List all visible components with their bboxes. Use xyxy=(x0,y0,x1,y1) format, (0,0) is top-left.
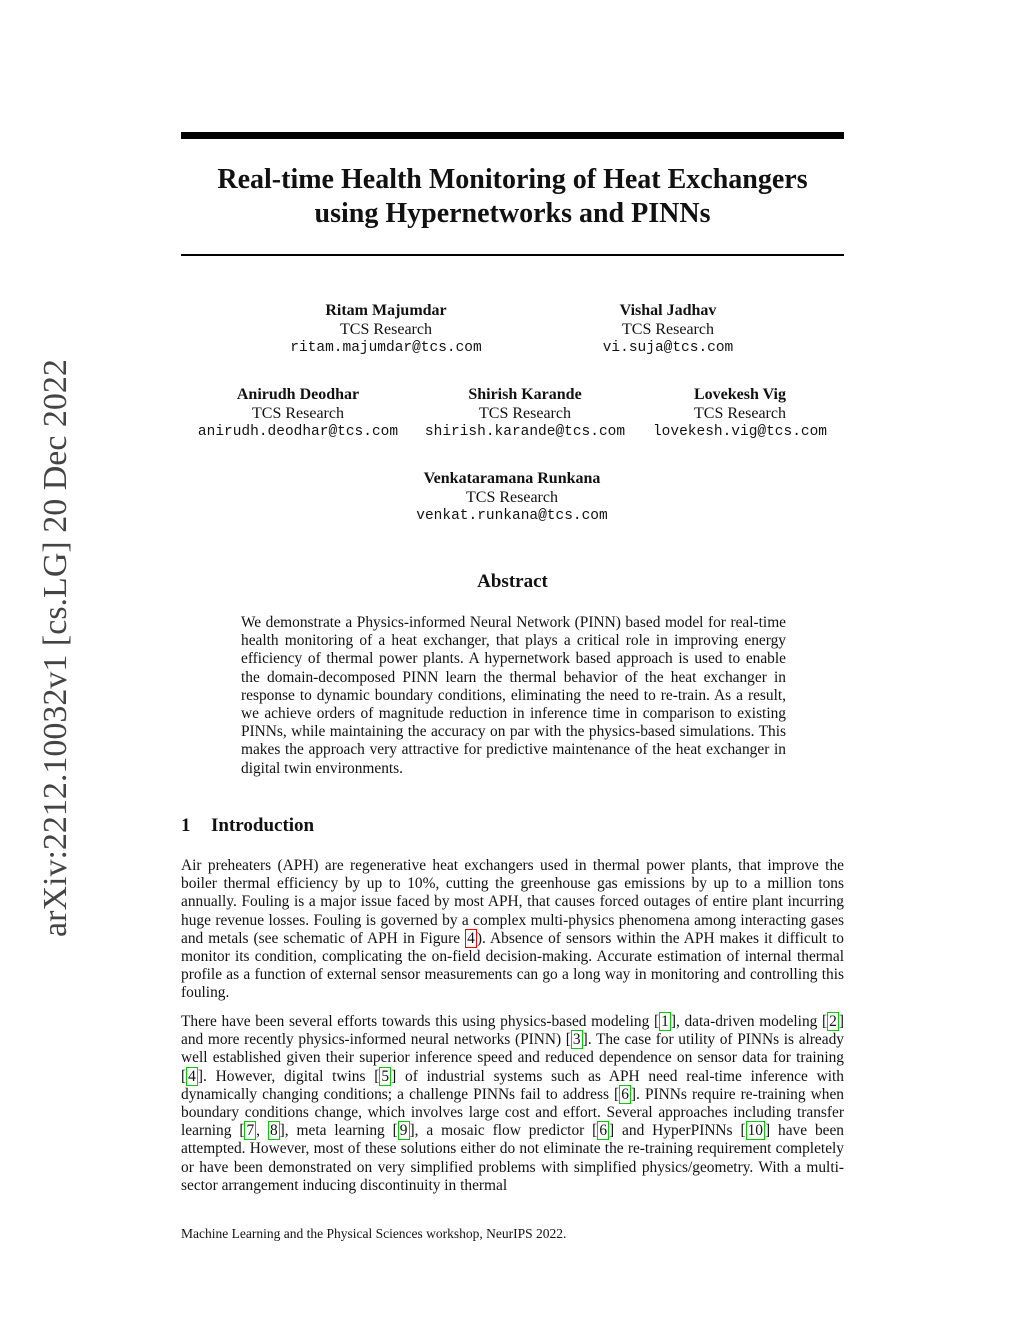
intro-paragraph-2: There have been several efforts towards this using physics-based modeling [ 1 ], data-driven modeling [ 2 ] and more recently physics-informed neural networks (PINN) [ 3 ]. The case for utility of PINNs is already well established given their superior inference speed and reduced dependence on sensor data for training [ 4 ]. However, digital twins [ 5 ] of industrial systems such as APH need real-time inference with dynamically changing conditions; a challenge PINNs fail to address [ 6 ]. PINNs require re-training when boundary conditions change, which involves large cost and effort. Several approaches including transfer learning [ 7 , 8 ], meta learning [ 9 ], a mosaic flow predictor [ 6 ] and HyperPINNs [ 10 ] have been attempted. However, most of these solutions either do not eliminate the re-training requirement completely or have been demonstrated on very simplified problems with simplified physics/geometry. With a multi-sector arrangement inducing discontinuity in thermal xyxy=(181,1013,845,1194)
citation-link[interactable]: 10 xyxy=(747,1122,763,1140)
author-block xyxy=(653,385,827,442)
author-affiliation: TCS Research xyxy=(466,489,558,506)
author-email: ritam.majumdar@tcs.com xyxy=(290,340,482,356)
figure-reference-link[interactable]: 4 xyxy=(467,929,475,947)
author-block xyxy=(425,385,625,442)
paper-title xyxy=(181,163,844,231)
citation-link[interactable]: 1 xyxy=(661,1013,669,1030)
citation-link[interactable]: 9 xyxy=(399,1122,408,1140)
author-block xyxy=(290,301,481,358)
citation-link[interactable]: 3 xyxy=(572,1031,581,1049)
author-affiliation: TCS Research xyxy=(694,405,786,422)
citation-link[interactable]: 4 xyxy=(188,1067,196,1085)
author-name: Ritam Majumdar xyxy=(325,302,447,319)
section-heading xyxy=(181,815,314,837)
abstract-heading: Abstract xyxy=(477,571,548,592)
title-line-2: using Hypernetworks and PINNs xyxy=(314,198,711,229)
title-bottom-rule xyxy=(181,254,844,256)
intro-paragraph-1: Air preheaters (APH) are regenerative heat exchangers used in thermal power plants, that improve the boiler thermal efficiency by up to 10%, cutting the greenhouse gas emissions by up to a million tons annually. Fouling is a major issue faced by most APH, that causes forced outages of entire plant incurring huge revenue losses. Fouling is governed by a complex multi-physics phenomena among interacting gases and metals (see schematic of APH in Figure 4 ). Absence of sensors within the APH makes it difficult to monitor its condition, complicating the on-field decision-making. Accurate estimation of internal thermal profile as a function of external sensor measurements can go a long way in monitoring and controlling this fouling. xyxy=(181,857,844,1002)
venue-footnote: Machine Learning and the Physical Sciences workshop, NeurIPS 2022. xyxy=(181,1226,567,1241)
author-email: anirudh.deodhar@tcs.com xyxy=(197,424,399,440)
author-block xyxy=(603,301,734,358)
citation-link[interactable]: 6 xyxy=(621,1085,629,1103)
title-top-rule xyxy=(181,132,844,139)
author-name: Shirish Karande xyxy=(468,386,582,403)
title-line-1: Real-time Health Monitoring of Heat Exchangers xyxy=(217,164,808,195)
author-email: lovekesh.vig@tcs.com xyxy=(652,424,828,440)
section-title: Introduction xyxy=(211,815,315,836)
author-affiliation: TCS Research xyxy=(252,405,344,422)
arxiv-identifier: arXiv:2212.10032v1 [cs.LG] 20 Dec 2022 xyxy=(37,359,74,937)
citation-link[interactable]: 6 xyxy=(599,1122,608,1140)
author-name: Anirudh Deodhar xyxy=(236,386,360,403)
citation-link[interactable]: 5 xyxy=(381,1067,390,1085)
author-affiliation: TCS Research xyxy=(340,321,432,338)
author-affiliation: TCS Research xyxy=(622,321,714,338)
author-block xyxy=(416,469,607,526)
author-email: shirish.karande@tcs.com xyxy=(424,424,626,440)
citation-link[interactable]: 7 xyxy=(246,1122,255,1140)
author-affiliation: TCS Research xyxy=(479,405,571,422)
author-name: Venkataramana Runkana xyxy=(423,470,601,487)
citation-link[interactable]: 2 xyxy=(829,1013,837,1030)
author-email: vi.suja@tcs.com xyxy=(602,340,734,356)
section-number: 1 xyxy=(181,815,191,836)
abstract-body: We demonstrate a Physics-informed Neural Network (PINN) based model for real-time health monitoring of a heat exchanger, that plays a critical role in improving energy efficiency of thermal power plants. A hypernetwork based approach is used to enable the domain-decomposed PINN learn the thermal behavior of the heat exchanger in response to dynamic boundary conditions, eliminating the need to re-train. As a result, we achieve orders of magnitude reduction in inference time in comparison to existing PINNs, while maintaining the accuracy on par with the physics-based simulations. This makes the approach very attractive for predictive maintenance of the heat exchanger in digital twin environments. xyxy=(241,614,786,777)
author-email: venkat.runkana@tcs.com xyxy=(416,508,608,524)
author-name: Lovekesh Vig xyxy=(693,386,786,403)
author-block xyxy=(198,385,398,442)
author-name: Vishal Jadhav xyxy=(619,302,717,319)
citation-link[interactable]: 8 xyxy=(269,1122,278,1140)
